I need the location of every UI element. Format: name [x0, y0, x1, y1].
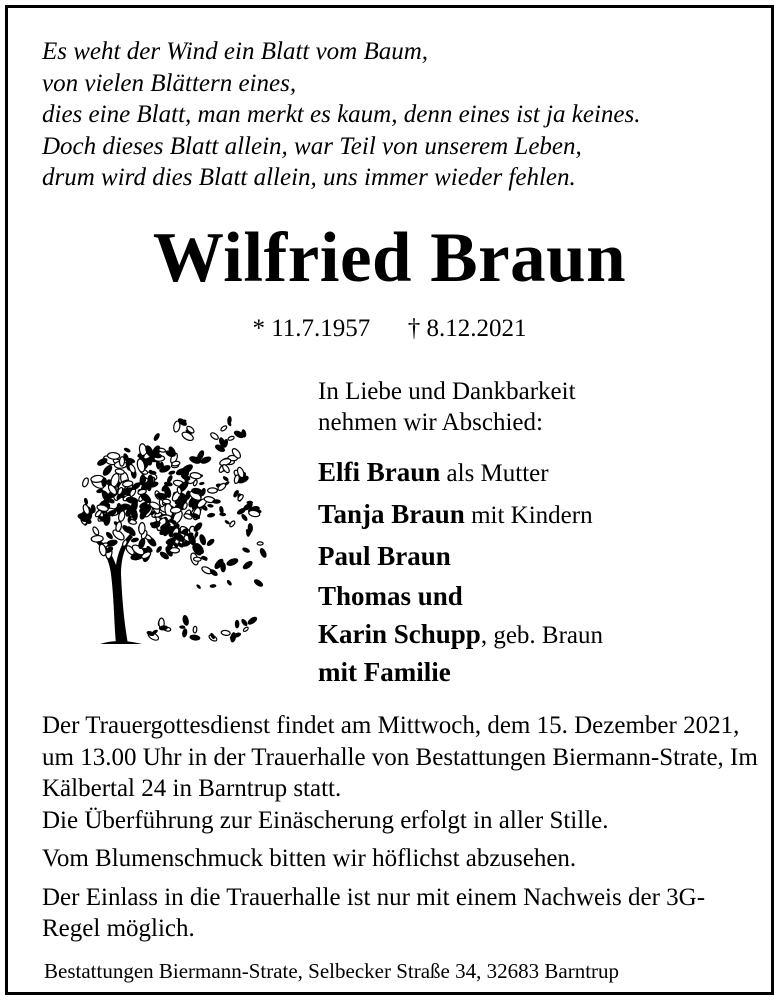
mourner-row [318, 494, 758, 536]
birth-date: * 11.7.1957 [252, 315, 371, 342]
mourner-name: mit Familie [318, 657, 451, 687]
flowers-note: Vom Blumenschmuck bitten wir höflichst abzusehen. [42, 845, 577, 872]
death-date: † 8.12.2021 [407, 315, 527, 342]
mourner-row [318, 616, 758, 654]
mourner-relation: , geb. Braun [480, 622, 604, 649]
poem-line: Doch dieses Blatt allein, war Teil von unserem Leben, [42, 132, 582, 160]
service-details: Der Trauergottesdienst findet am Mittwoch, dem 15. Dezember 2021, um 13.00 Uhr in der Trauerhalle von Bestattungen Biermann-Strate, Im Kälbertal 24 in Barntrup statt. [42, 712, 758, 802]
poem [42, 36, 762, 194]
farewell-text [318, 376, 758, 438]
poem-line: drum wird dies Blatt allein, uns immer wieder fehlen. [42, 164, 576, 191]
mourner-row [318, 452, 758, 494]
mourner-relation: mit Kindern [464, 502, 593, 529]
entry-note: Der Einlass in die Trauerhalle ist nur mit einem Nachweis der 3G-Regel möglich. [42, 883, 706, 942]
mourner-name: Elfi Braun [318, 457, 441, 487]
mourner-row [318, 536, 758, 578]
mourner-relation: als Mutter [440, 460, 549, 487]
mourner-name: Paul Braun [318, 541, 451, 571]
funeral-home-address: Bestattungen Biermann-Strate, Selbecker Straße 34, 32683 Barntrup [44, 959, 620, 983]
farewell-line: nehmen wir Abschied: [318, 409, 543, 436]
tree-with-falling-leaves-icon [64, 408, 274, 648]
life-dates [0, 314, 779, 344]
deceased-name: Wilfried Braun [152, 219, 627, 297]
cremation-note: Die Überführung zur Einäscherung erfolgt in aller Stille. [42, 806, 609, 834]
poem-line: von vielen Blättern eines, [42, 69, 297, 97]
leaf-cluster [77, 416, 268, 643]
poem-line: dies eine Blatt, man merkt es kaum, denn eines ist ja keines. [42, 101, 641, 128]
farewell-line: In Liebe und Dankbarkeit [318, 378, 576, 405]
mourner-name: Thomas und [318, 581, 463, 611]
mourners-list [318, 452, 758, 692]
poem-line: Es weht der Wind ein Blatt vom Baum, [42, 38, 429, 65]
mourner-row [318, 654, 758, 692]
mourner-row [318, 578, 758, 616]
funeral-info [42, 710, 762, 945]
mourner-name: Tanja Braun [318, 499, 465, 529]
mourner-name: Karin Schupp [318, 619, 481, 649]
